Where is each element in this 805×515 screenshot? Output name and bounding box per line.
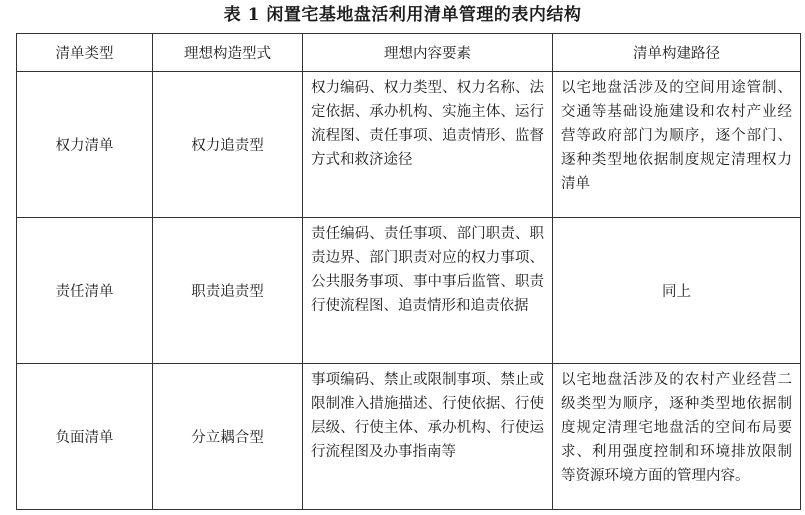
cell-list-type: 负面清单 — [17, 364, 153, 510]
cell-content-elements: 权力编码、权力类型、权力名称、法定依据、承办机构、实施主体、运行流程图、责任事项、追责情形、监督方式和救济途径 — [303, 72, 553, 218]
list-structure-table — [16, 33, 801, 510]
header-construction-path: 清单构建路径 — [553, 34, 801, 72]
cell-list-type: 责任清单 — [17, 218, 153, 364]
cell-ideal-form: 分立耦合型 — [153, 364, 303, 510]
table-caption: 表 1 闲置宅基地盘活利用清单管理的表内结构 — [223, 5, 582, 25]
header-ideal-form: 理想构造型式 — [153, 34, 303, 72]
cell-ideal-form: 职责追责型 — [153, 218, 303, 364]
cell-list-type: 权力清单 — [17, 72, 153, 218]
table-row — [17, 364, 801, 510]
table-row — [17, 72, 801, 218]
cell-construction-path: 同上 — [553, 218, 801, 364]
cell-content-elements: 事项编码、禁止或限制事项、禁止或限制准入措施描述、行使依据、行使层级、行使主体、承办机构、行使运行流程图及办事指南等 — [303, 364, 553, 510]
cell-content-elements: 责任编码、责任事项、部门职责、职责边界、部门职责对应的权力事项、公共服务事项、事中事后监管、职责行使流程图、追责情形和追责依据 — [303, 218, 553, 364]
table-header-row — [17, 34, 801, 72]
cell-construction-path: 以宅地盘活涉及的空间用途管制、交通等基础设施建设和农村产业经营等政府部门为顺序，逐个部门、逐种类型地依据制度规定清理权力清单 — [553, 72, 801, 218]
header-list-type: 清单类型 — [17, 34, 153, 72]
table-row — [17, 218, 801, 364]
header-content-elements: 理想内容要素 — [303, 34, 553, 72]
cell-construction-path: 以宅地盘活涉及的农村产业经营二级类型为顺序，逐种类型地依据制度规定清理宅地盘活的空间布局要求、利用强度控制和环境排放限制等资源环境方面的管理内容。 — [553, 364, 801, 510]
cell-ideal-form: 权力追责型 — [153, 72, 303, 218]
